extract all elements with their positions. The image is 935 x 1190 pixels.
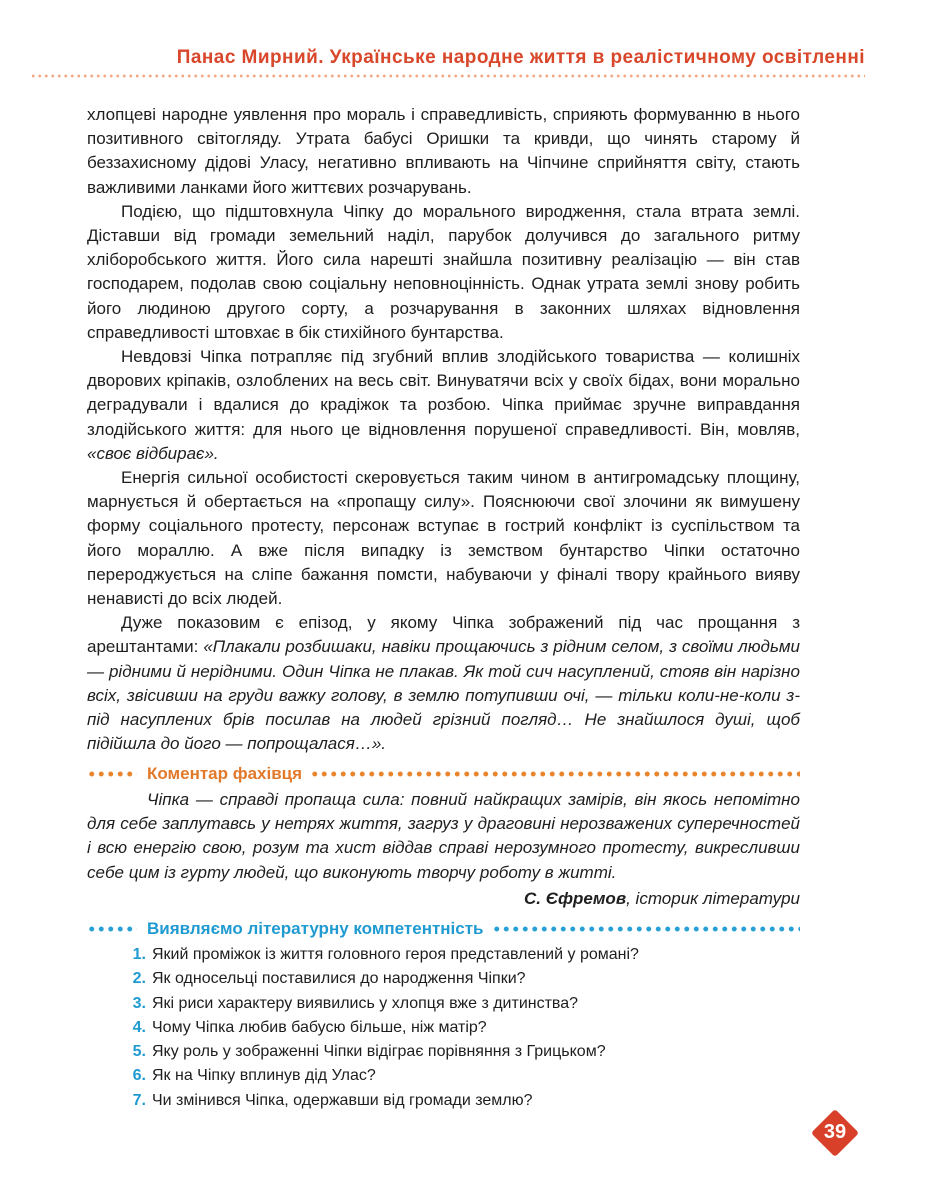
paragraph-5-quote: «Плакали розбишаки, навіки прощаючись з рідним селом, з своїми людьми — рідними й нерідними. Один Чіпка не плакав. Як той сич насуплений, стояв він нарізно всіх, звісивши на груди важку голову, в землю потупивши очі, — тільки коли-не-коли з-під насуплених брів посилав на людей грізний погляд… Не знайшлося душі, щоб підійшла до його — попрощалася…».: [87, 637, 800, 754]
question-text: Як на Чіпку вплинув дід Улас?: [152, 1067, 376, 1085]
question-number: 2.: [132, 970, 146, 988]
paragraph-2: Подією, що підштовхнула Чіпку до морального виродження, стала втрата землі. Діставши від громади земельний наділ, парубок долучився до загального ритму хліборобського життя. Його сила нарешті знайшла позитивну реалізацію — він став господарем, подолав свою соціальну неповноцінність. Однак утрата землі знову робить його людиною другого сорту, а розчарування в законних шляхах відновлення справедливості штовхає в бік стихійного бунтарства.: [87, 201, 800, 342]
list-item: [118, 1040, 639, 1064]
author-name: С. Єфремов: [524, 888, 627, 908]
question-number: 3.: [132, 994, 146, 1012]
header-title: Панас Мирний. Українське народне життя в реалістичному освітленні: [176, 47, 865, 68]
competence-title: Виявляємо літературну компетентність: [147, 919, 484, 938]
header-dotted-rule: [30, 74, 865, 78]
main-text: [87, 103, 800, 756]
author-role: , історик літератури: [626, 888, 800, 908]
question-text: Яку роль у зображенні Чіпки відіграє порівняння з Грицьком?: [152, 1043, 606, 1061]
paragraph-3-quote: «своє відбирає».: [87, 443, 219, 463]
question-number: 5.: [132, 1043, 146, 1061]
paragraph-1: хлопцеві народне уявлення про мораль і справедливість, сприяють формуванню в нього позитивного світогляду. Утрата бабусі Оришки та кривди, що чинять старому й беззахисному дідові Уласу, негативно впливають на Чіпчине сприйняття світу, стають важливими ланками його життєвих розчарувань.: [87, 105, 800, 197]
competence-heading: [87, 918, 800, 940]
paragraph-5: [87, 611, 800, 756]
list-item: [118, 992, 639, 1016]
expert-comment-title: Коментар фахівця: [147, 764, 303, 783]
expert-comment-author: [87, 887, 800, 911]
paragraph-3: [87, 345, 800, 466]
page-number-badge: [810, 1108, 860, 1158]
question-text: Чому Чіпка любив бабусю більше, ніж матір?: [152, 1018, 487, 1036]
question-text: Чи змінився Чіпка, одержавши від громади землю?: [152, 1091, 533, 1109]
list-item: [118, 1089, 639, 1113]
list-item: [118, 1016, 639, 1040]
expert-comment-heading: [87, 763, 800, 785]
dots-decoration: [87, 770, 137, 778]
paragraph-4: Енергія сильної особистості скеровується таким чином в антигромадську площину, марнується й обертається на «пропащу силу». Пояснюючи свої злочини як вимушену форму соціального протесту, персонаж вступає в гострий конфлікт із суспільством та його мораллю. А вже після випадку із земством бунтарство Чіпки остаточно перероджується на сліпе бажання помсти, набуваючи у фіналі твору крайнього вияву ненависті до всіх людей.: [87, 468, 800, 609]
question-text: Який проміжок із життя головного героя представлений у романі?: [152, 946, 639, 963]
dots-decoration: [310, 770, 800, 778]
question-list: [118, 943, 639, 1113]
paragraph-3-text: Невдовзі Чіпка потрапляє під згубний вплив злодійського товариства — колишніх дворових кріпаків, озлоблених на весь світ. Винуватячи всіх у своїх бідах, вони морально деградували і вдалися до крадіжок та розбою. Чіпка приймає зручне виправдання злодійського життя: для нього це відновлення порушеної справедливості. Він, мовляв,: [87, 347, 800, 439]
expert-comment: [87, 788, 800, 911]
question-number: 4.: [132, 1018, 146, 1036]
page-number: 39: [823, 1121, 847, 1143]
paragraph-5-text: Дуже показовим є епізод, у якому Чіпка зображений під час прощання з арештантами:: [87, 613, 800, 657]
list-item: [118, 1064, 639, 1088]
question-text: Які риси характеру виявились у хлопця вже з дитинства?: [152, 994, 579, 1012]
question-text: Як односельці поставилися до народження Чіпки?: [152, 970, 526, 988]
dots-decoration: [87, 925, 137, 933]
question-number: 7.: [132, 1091, 146, 1109]
list-item: [118, 943, 639, 967]
question-number: 6.: [132, 1067, 146, 1085]
expert-comment-text: Чіпка — справді пропаща сила: повний найкращих замірів, він якось непомітно для себе заплутавсь у нетрях життя, загруз у драговині нерозважених суперечностей і всю енергію свою, розум та хист віддав справі нерозумного протесту, викресливши себе цим із гурту людей, що виконують творчу роботу в житті.: [87, 790, 800, 882]
question-number: 1.: [132, 946, 146, 963]
dots-decoration: [492, 925, 800, 933]
list-item: [118, 967, 639, 991]
